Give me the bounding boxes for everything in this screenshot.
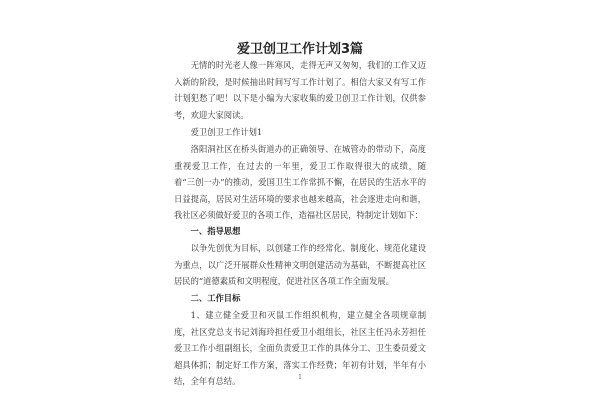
subtitle-block — [174, 124, 426, 141]
paragraph-2 — [174, 240, 426, 290]
intro-text: 无情的时光老人像一阵寒风，走得无声又匆匆，我们的工作又迈入新的阶段，是时候抽出时间写写工作计划了。相信大家又有写工作计划犯愁了吧！以下是小编为大家收集的爱卫创卫工作计划，仅供参考，欢迎大家阅读。 — [174, 60, 426, 120]
heading-work-goals: 二、工作目标 — [190, 293, 241, 303]
paragraph-1 — [174, 141, 426, 224]
paragraph-3-text: 1、建立健全爱卫和灭鼠工作组织机构，建立健全各项规章制度，社区党总支书记刘海玲担任爱卫小组组长，社区主任冯永芳担任爱卫工作小组副组长，全面负责爱卫工作的具体分工、卫生委员爱文超具体抓；制定好工作方案，落实工作经费；年初有计划，半年有小结，全年有总结。 — [174, 310, 426, 386]
heading-guiding-ideology: 一、指导思想 — [190, 226, 241, 236]
plan-subtitle: 爱卫创卫工作计划1 — [190, 127, 263, 137]
paragraph-1-text: 洛阳洞社区在桥头街道办的正确领导、在城管办的带动下，高度重视爱卫工作，在过去的一年里，爱卫工作取得很大的成绩，随着“三创一办”的推动，爱国卫生工作常抓不懈，在居民的生活水平的日益提高，居民对生活环境的要求也越来越高，社会逐进走向和谐，我社区必须做好爱卫的各项工作，造福社区居民，特制定计划如下： — [174, 144, 426, 220]
heading-2 — [174, 290, 426, 307]
heading-1 — [174, 223, 426, 240]
intro-paragraph — [174, 57, 426, 123]
paragraph-2-text: 以争先创优为目标，以创建工作的经常化、制度化、规范化建设为重点，以广泛开展群众性精神文明创建活动为基础，不断提高社区居民的“道德素质和文明程度，促进社区各项工作全面发展。 — [174, 243, 426, 286]
page-number: 1 — [298, 374, 302, 381]
document-title: 爱卫创卫工作计划3篇 — [236, 42, 364, 57]
